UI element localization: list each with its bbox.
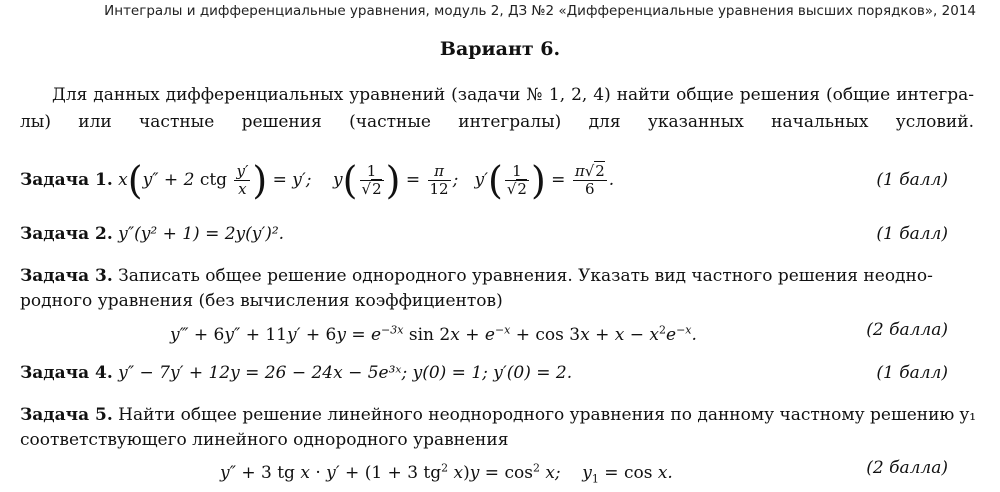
- task-1-equation: x(y″ + 2 ctg $\frac{y'}{x}$ ) = y′; y( $\frac{1}{√2}$ ) = $\frac{\pi}{12}$ ; y′( $\frac{1}{√2}$ ) = $\frac{\pi√2}{6}$ .: [118, 158, 615, 203]
- task-5-line-1: [20, 403, 977, 427]
- variant-title: Вариант 6.: [439, 38, 561, 60]
- task-3-score: (2 балла): [866, 320, 948, 340]
- task-4: [20, 361, 974, 385]
- task-3-equation-line: [20, 317, 974, 348]
- task-5-equation-line: [20, 455, 974, 492]
- task-2-label: Задача 2.: [20, 224, 113, 244]
- page-header: Интегралы и дифференциальные уравнения, модуль 2, ДЗ №2 «Дифференциальные уравнения высших порядков», 2014: [104, 3, 976, 19]
- task-3-label: Задача 3.: [20, 266, 113, 286]
- task-2-score: (1 балл): [876, 224, 948, 244]
- task-4-equation: y″ − 7y′ + 12y = 26 − 24x − 5e³ˣ; y(0) = 1; y′(0) = 2.: [118, 363, 573, 383]
- intro-paragraph: [20, 82, 974, 136]
- task-5-text-1: Найти общее решение линейного неоднородного уравнения по данному частному решению y₁: [118, 405, 977, 425]
- task-1-label: Задача 1.: [20, 170, 113, 190]
- intro-line-1: Для данных дифференциальных уравнений (задачи № 1, 2, 4) найти общие решения (общие интегра-: [52, 85, 974, 105]
- task-5-label: Задача 5.: [20, 405, 113, 425]
- task-3-text-1: Записать общее решение однородного уравнения. Указать вид частного решения неодно-: [118, 266, 933, 286]
- task-3-line-2: родного уравнения (без вычисления коэффициентов): [20, 291, 503, 311]
- task-5-score: (2 балла): [866, 458, 948, 478]
- task-1: [20, 158, 974, 203]
- task-1-score: (1 балл): [876, 170, 948, 190]
- task-2-equation: y″(y² + 1) = 2y(y′)².: [118, 224, 285, 244]
- task-2: [20, 222, 974, 246]
- task-3-equation: y‴ + $6y'' + 11y' + 6y = e^{-3x}$ $\sin 2x + e^{-x} + \cos 3x + x - x^2e^{-x}$.: [170, 323, 697, 345]
- task-3-line-1: [20, 264, 974, 288]
- task-5-equation: y″ + 3 tg x · y′ + (1 + 3 $tg^2$ $x)y = \cos^2 x$; $y_1 = \cos x$.: [220, 461, 673, 486]
- task-4-label: Задача 4.: [20, 363, 113, 383]
- intro-line-2: лы) или частные решения (частные интегралы) для указанных начальных условий.: [20, 112, 974, 132]
- task-4-score: (1 балл): [876, 363, 948, 383]
- task-5-line-2: соответствующего линейного однородного уравнения: [20, 430, 509, 450]
